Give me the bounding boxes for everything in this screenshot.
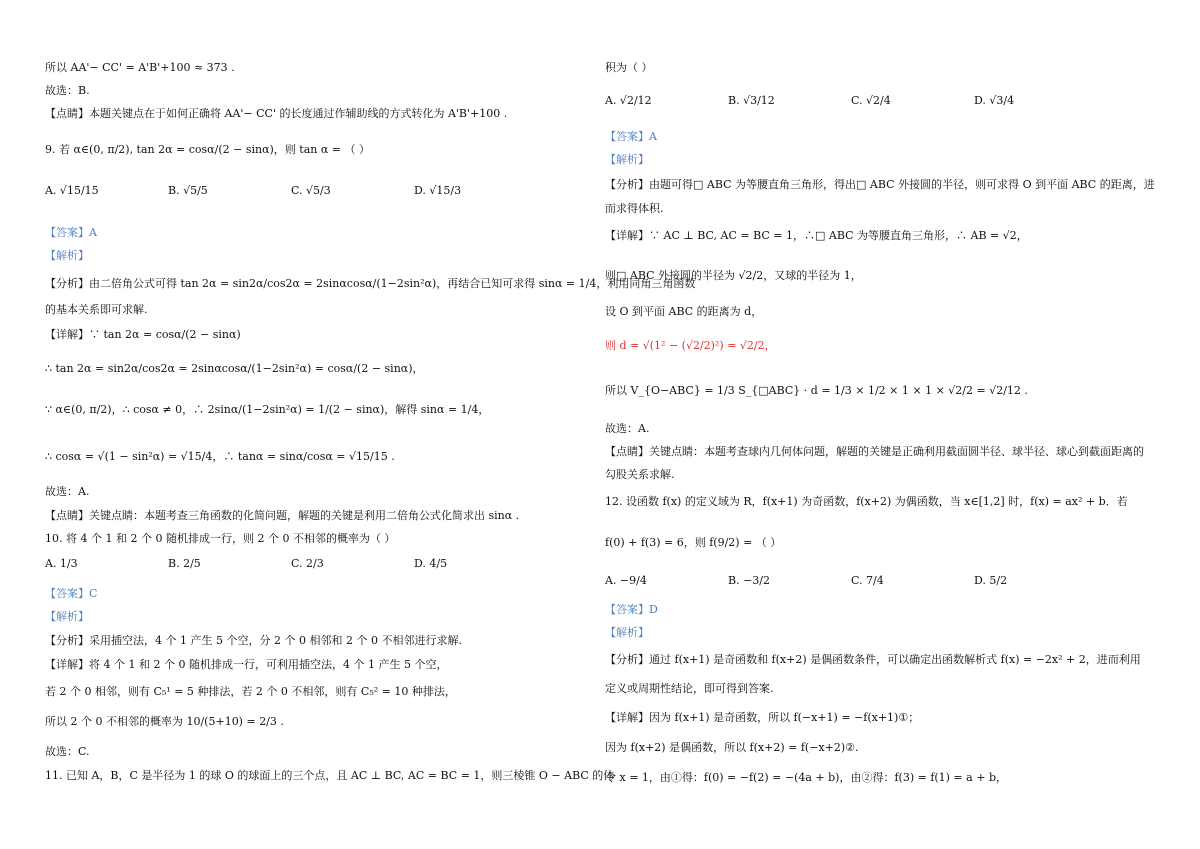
analysis-label: 【解析】 bbox=[45, 610, 89, 623]
text-line: 令 x = 1，由①得：f(0) = −f(2) = −(4a + b)，由②得：f(3) = f(1) = a + b， bbox=[605, 771, 1007, 784]
answer-label: 【答案】C bbox=[45, 587, 98, 600]
answer-label: 【答案】D bbox=[605, 603, 658, 616]
analysis-label: 【解析】 bbox=[45, 249, 89, 262]
option-10a: A. 1/3 bbox=[45, 557, 78, 570]
question-10: 10. 将 4 个 1 和 2 个 0 随机排成一行，则 2 个 0 不相邻的概率为（ ） bbox=[45, 532, 396, 545]
right-column bbox=[605, 0, 1155, 849]
text-line: 所以 2 个 0 不相邻的概率为 10/(5+10) = 2/3 . bbox=[45, 715, 284, 728]
text-line: 【点睛】关键点睛：本题考查球内几何体问题，解题的关键是正确利用截面圆半径、球半径、球心到截面距离的 bbox=[605, 445, 1144, 458]
text-line: 故选：C. bbox=[45, 745, 90, 758]
text-line: 所以 V_{O−ABC} = 1/3 S_{□ABC} · d = 1/3 × 1/2 × 1 × 1 × √2/2 = √2/12 . bbox=[605, 384, 1028, 397]
text-line: 所以 AA'− CC' = A'B'+100 ≈ 373 . bbox=[45, 61, 235, 74]
text-line: 若 2 个 0 相邻，则有 C₅¹ = 5 种排法，若 2 个 0 不相邻，则有 C₅² = 10 种排法， bbox=[45, 685, 456, 698]
text-line: 【详解】∵ tan 2α = cosα/(2 − sinα) bbox=[45, 328, 241, 341]
option-12b: B. −3/2 bbox=[728, 574, 770, 587]
question-12: 12. 设函数 f(x) 的定义域为 R，f(x+1) 为奇函数，f(x+2) 为偶函数，当 x∈[1,2] 时，f(x) = ax² + b．若 bbox=[605, 495, 1128, 508]
text-line: 【分析】由二倍角公式可得 tan 2α = sin2α/cos2α = 2sinαcosα/(1−2sin²α)，再结合已知可求得 sinα = 1/4，利用同角三角函数 bbox=[45, 277, 696, 290]
highlighted-formula: 则 d = √(1² − (√2/2)²) = √2/2， bbox=[605, 339, 776, 352]
text-line: 积为（ ） bbox=[605, 61, 653, 74]
text-line: 而求得体积. bbox=[605, 202, 664, 215]
text-line: 【详解】∵ AC ⊥ BC, AC = BC = 1，∴□ ABC 为等腰直角三角形，∴ AB = √2， bbox=[605, 229, 1028, 242]
option-9c: C. √5/3 bbox=[291, 184, 331, 197]
option-9a: A. √15/15 bbox=[45, 184, 99, 197]
text-line: ∴ tan 2α = sin2α/cos2α = 2sinαcosα/(1−2sin²α) = cosα/(2 − sinα)， bbox=[45, 362, 424, 375]
option-11a: A. √2/12 bbox=[605, 94, 652, 107]
text-line: 设 O 到平面 ABC 的距离为 d， bbox=[605, 305, 763, 318]
option-12d: D. 5/2 bbox=[974, 574, 1008, 587]
text-line: 故选：A. bbox=[605, 422, 650, 435]
option-11c: C. √2/4 bbox=[851, 94, 891, 107]
text-line: 【详解】因为 f(x+1) 是奇函数，所以 f(−x+1) = −f(x+1)①； bbox=[605, 711, 920, 724]
option-9b: B. √5/5 bbox=[168, 184, 208, 197]
text-line: 【分析】由题可得□ ABC 为等腰直角三角形，得出□ ABC 外接圆的半径，则可求得 O 到平面 ABC 的距离，进 bbox=[605, 178, 1155, 191]
option-11d: D. √3/4 bbox=[974, 94, 1015, 107]
answer-label: 【答案】A bbox=[605, 130, 657, 143]
text-line: 因为 f(x+2) 是偶函数，所以 f(x+2) = f(−x+2)②. bbox=[605, 741, 859, 754]
text-line: 【分析】采用插空法，4 个 1 产生 5 个空，分 2 个 0 相邻和 2 个 0 不相邻进行求解. bbox=[45, 634, 462, 647]
text-line: ∵ α∈(0, π/2)，∴ cosα ≠ 0，∴ 2sinα/(1−2sin²α) = 1/(2 − sinα)，解得 sinα = 1/4， bbox=[45, 403, 490, 416]
text-line: 故选：A. bbox=[45, 485, 90, 498]
text-line: 【点睛】本题关键点在于如何正确将 AA'− CC' 的长度通过作辅助线的方式转化为 A'B'+100 . bbox=[45, 107, 508, 120]
text-line: 【点睛】关键点睛：本题考查三角函数的化简问题，解题的关键是利用二倍角公式化简求出 sinα . bbox=[45, 509, 520, 522]
text-line: 【详解】将 4 个 1 和 2 个 0 随机排成一行，可利用插空法，4 个 1 产生 5 个空， bbox=[45, 658, 448, 671]
option-10b: B. 2/5 bbox=[168, 557, 201, 570]
text-line: 【分析】通过 f(x+1) 是奇函数和 f(x+2) 是偶函数条件，可以确定出函数解析式 f(x) = −2x² + 2，进而利用 bbox=[605, 653, 1141, 666]
text-line: 故选：B. bbox=[45, 84, 90, 97]
question-9: 9. 若 α∈(0, π/2), tan 2α = cosα/(2 − sinα)，则 tan α = （ ） bbox=[45, 143, 370, 156]
answer-label: 【答案】A bbox=[45, 226, 97, 239]
text-line: 定义或周期性结论，即可得到答案. bbox=[605, 682, 774, 695]
option-10d: D. 4/5 bbox=[414, 557, 448, 570]
analysis-label: 【解析】 bbox=[605, 626, 649, 639]
option-9d: D. √15/3 bbox=[414, 184, 462, 197]
option-12a: A. −9/4 bbox=[605, 574, 647, 587]
option-11b: B. √3/12 bbox=[728, 94, 775, 107]
text-line: f(0) + f(3) = 6，则 f(9/2) = （ ） bbox=[605, 536, 782, 549]
option-12c: C. 7/4 bbox=[851, 574, 884, 587]
analysis-label: 【解析】 bbox=[605, 153, 649, 166]
question-11: 11. 已知 A，B，C 是半径为 1 的球 O 的球面上的三个点，且 AC ⊥ BC, AC = BC = 1，则三棱锥 O − ABC 的体 bbox=[45, 769, 615, 782]
text-line: 勾股关系求解. bbox=[605, 468, 675, 481]
text-line: ∴ cosα = √(1 − sin²α) = √15/4，∴ tanα = sinα/cosα = √15/15 . bbox=[45, 450, 395, 463]
option-10c: C. 2/3 bbox=[291, 557, 324, 570]
text-line: 的基本关系即可求解. bbox=[45, 303, 148, 316]
text-line: 则□ ABC 外接圆的半径为 √2/2，又球的半径为 1， bbox=[605, 269, 862, 282]
